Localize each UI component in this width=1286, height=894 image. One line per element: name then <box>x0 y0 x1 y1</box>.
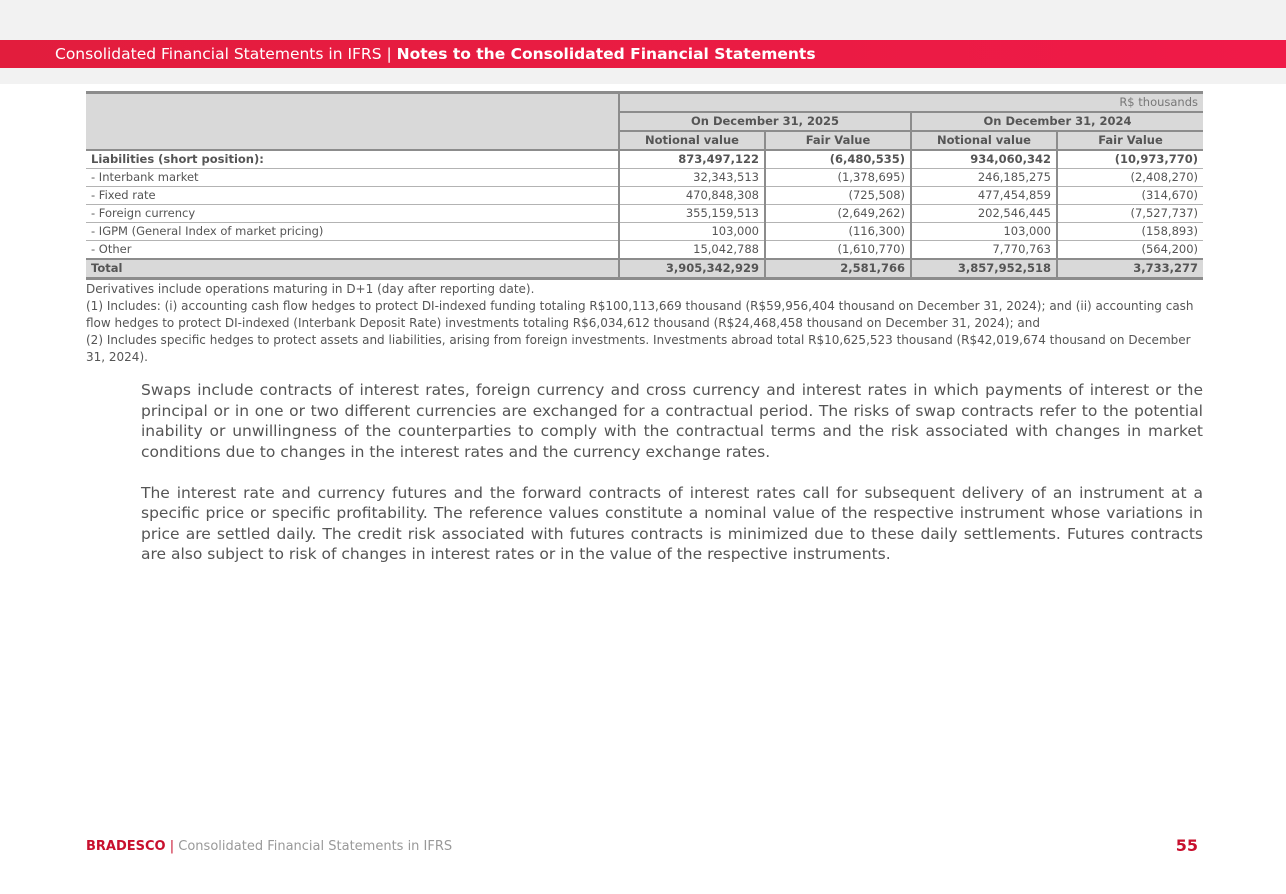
col-header-fair-2025: Fair Value <box>765 131 911 150</box>
footnote-2: (2) Includes specific hedges to protect assets and liabilities, arising from foreign investments. Investments abroad total R$10,625,523 thousand (R$42,019,674 thousand on December 31, 2024). <box>86 333 1191 364</box>
footnote-d1: Derivatives include operations maturing in D+1 (day after reporting date). <box>86 282 535 296</box>
cell-fair-2025: (6,480,535) <box>765 150 911 169</box>
cell-fair-2025: (725,508) <box>765 187 911 205</box>
row-label: - Foreign currency <box>86 205 619 223</box>
table-row <box>86 205 1203 223</box>
table-row <box>86 223 1203 241</box>
units-label: R$ thousands <box>619 93 1203 113</box>
cell-fair-2024: (314,670) <box>1057 187 1203 205</box>
cell-fair-2024: (564,200) <box>1057 241 1203 260</box>
footer-brand: BRADESCO <box>86 839 166 854</box>
section-header-bar <box>0 40 1286 68</box>
period-header-2025: On December 31, 2025 <box>619 112 911 131</box>
paragraph-futures: The interest rate and currency futures and the forward contracts of interest rates call for subsequent delivery of an instrument at a specific price or specific profitability. The reference values constitute a nominal value of the respective instrument whose variations in price are settled daily. The credit risk associated with futures contracts is minimized due to these daily settlements. Futures contracts are also subject to risk of changes in interest rates or in the value of the respective instruments. <box>141 483 1203 563</box>
cell-notional-2024: 477,454,859 <box>911 187 1057 205</box>
cell-notional-2024: 934,060,342 <box>911 150 1057 169</box>
derivatives-table <box>86 91 1203 280</box>
col-header-fair-2024: Fair Value <box>1057 131 1203 150</box>
table-row <box>86 150 1203 169</box>
row-label: - Other <box>86 241 619 260</box>
cell-fair-2024: (10,973,770) <box>1057 150 1203 169</box>
total-notional-2024: 3,857,952,518 <box>911 259 1057 279</box>
cell-fair-2024: (2,408,270) <box>1057 169 1203 187</box>
cell-fair-2025: (1,610,770) <box>765 241 911 260</box>
table-row <box>86 169 1203 187</box>
header-section: Consolidated Financial Statements in IFRS <box>55 45 382 63</box>
total-fair-2025: 2,581,766 <box>765 259 911 279</box>
cell-fair-2024: (7,527,737) <box>1057 205 1203 223</box>
cell-notional-2024: 202,546,445 <box>911 205 1057 223</box>
col-header-notional-2024: Notional value <box>911 131 1057 150</box>
cell-fair-2025: (2,649,262) <box>765 205 911 223</box>
table-header-blank <box>86 93 619 151</box>
paragraph-swaps: Swaps include contracts of interest rates, foreign currency and cross currency and interest rates in which payments of interest or the principal or in one or two different currencies are exchanged for a contractual period. The risks of swap contracts refer to the potential inability or unwillingness of the counterparties to comply with the contractual terms and the risk associated with changes in market conditions due to changes in the interest rates and the currency exchange rates. <box>141 381 1203 461</box>
row-label: - IGPM (General Index of market pricing) <box>86 223 619 241</box>
cell-notional-2024: 246,185,275 <box>911 169 1057 187</box>
period-header-2024: On December 31, 2024 <box>911 112 1203 131</box>
cell-notional-2025: 103,000 <box>619 223 765 241</box>
footer-separator: | <box>169 839 175 854</box>
cell-notional-2025: 470,848,308 <box>619 187 765 205</box>
table-row <box>86 241 1203 260</box>
table-total-row <box>86 259 1203 279</box>
cell-notional-2024: 103,000 <box>911 223 1057 241</box>
table-footnotes <box>86 281 1206 366</box>
row-label: - Interbank market <box>86 169 619 187</box>
footer-title: Consolidated Financial Statements in IFRS <box>178 839 453 854</box>
top-margin <box>0 0 1286 40</box>
cell-fair-2024: (158,893) <box>1057 223 1203 241</box>
cell-notional-2025: 355,159,513 <box>619 205 765 223</box>
table-row <box>86 187 1203 205</box>
page-number: 55 <box>1175 836 1198 855</box>
table-header-units-row <box>86 93 1203 113</box>
body-text <box>141 380 1203 585</box>
cell-notional-2025: 32,343,513 <box>619 169 765 187</box>
cell-notional-2025: 873,497,122 <box>619 150 765 169</box>
cell-fair-2025: (116,300) <box>765 223 911 241</box>
col-header-notional-2025: Notional value <box>619 131 765 150</box>
cell-notional-2024: 7,770,763 <box>911 241 1057 260</box>
cell-notional-2025: 15,042,788 <box>619 241 765 260</box>
footnote-1: (1) Includes: (i) accounting cash flow hedges to protect DI-indexed funding totaling R$100,113,669 thousand (R$59,956,404 thousand on December 31, 2024); and (ii) accounting cash flow hedges to protect DI-indexed (Interbank Deposit Rate) investments totaling R$6,034,612 thousand (R$24,468,458 thousand on December 31, 2024); and <box>86 299 1194 330</box>
header-separator: | <box>386 45 392 63</box>
footer <box>86 839 452 854</box>
row-label: Liabilities (short position): <box>86 150 619 169</box>
total-label: Total <box>86 259 619 279</box>
header-gray-strip <box>0 68 1286 84</box>
total-notional-2025: 3,905,342,929 <box>619 259 765 279</box>
total-fair-2024: 3,733,277 <box>1057 259 1203 279</box>
row-label: - Fixed rate <box>86 187 619 205</box>
cell-fair-2025: (1,378,695) <box>765 169 911 187</box>
header-subsection: Notes to the Consolidated Financial Statements <box>396 45 816 63</box>
